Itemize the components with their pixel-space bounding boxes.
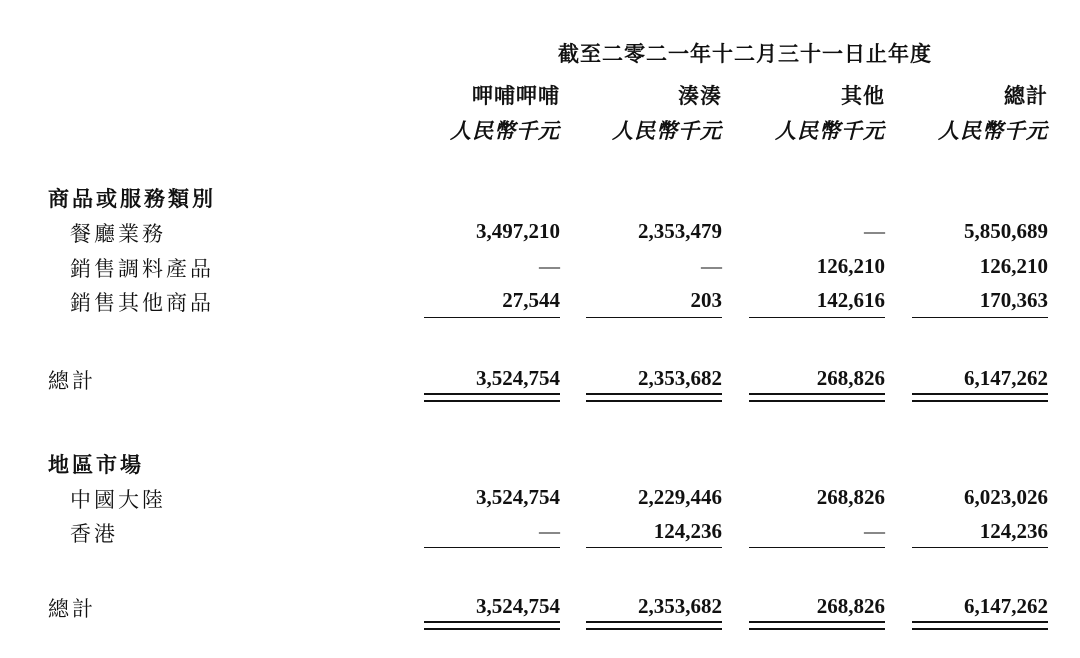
total-double-rule — [912, 393, 1048, 402]
row-label: 銷售其他商品 — [70, 291, 214, 315]
table-cell: 124,236 — [653, 519, 722, 543]
column-header-xiabuxiabu: 呷哺呷哺 — [472, 83, 560, 108]
total-cell: 3,524,754 — [476, 366, 560, 390]
total-cell: 6,147,262 — [964, 594, 1048, 618]
column-header-total: 總計 — [1004, 83, 1048, 108]
row-label: 銷售調料產品 — [70, 257, 214, 281]
subtotal-rule — [424, 317, 560, 318]
table-cell: 5,850,689 — [964, 219, 1048, 243]
total-cell: 268,826 — [816, 594, 885, 618]
total-double-rule — [424, 393, 560, 402]
subtotal-rule — [912, 317, 1048, 318]
total-cell: 3,524,754 — [476, 594, 560, 618]
column-header-others: 其他 — [841, 83, 885, 108]
table-cell: 126,210 — [816, 254, 885, 278]
table-cell: 126,210 — [979, 254, 1048, 278]
period-heading: 截至二零二一年十二月三十一日止年度 — [558, 41, 932, 66]
total-double-rule — [586, 393, 722, 402]
table-cell: 142,616 — [816, 288, 885, 312]
subtotal-rule — [424, 547, 560, 548]
total-label: 總計 — [48, 597, 96, 621]
table-cell: 170,363 — [979, 288, 1048, 312]
column-unit: 人民幣千元 — [612, 118, 722, 143]
total-cell: 268,826 — [816, 366, 885, 390]
subtotal-rule — [912, 547, 1048, 548]
total-cell: 2,353,682 — [638, 594, 722, 618]
table-cell: 3,524,754 — [476, 485, 560, 509]
column-unit: 人民幣千元 — [450, 118, 560, 143]
total-label: 總計 — [48, 369, 96, 393]
total-double-rule — [749, 621, 885, 630]
table-cell: — — [864, 219, 885, 243]
table-cell: 6,023,026 — [964, 485, 1048, 509]
total-double-rule — [912, 621, 1048, 630]
total-cell: 6,147,262 — [964, 366, 1048, 390]
table-cell: — — [539, 254, 560, 278]
table-cell: 268,826 — [816, 485, 885, 509]
column-header-coucou: 湊湊 — [678, 83, 722, 108]
total-double-rule — [586, 621, 722, 630]
subtotal-rule — [586, 547, 722, 548]
column-unit: 人民幣千元 — [938, 118, 1048, 143]
subtotal-rule — [749, 547, 885, 548]
table-cell: 3,497,210 — [476, 219, 560, 243]
table-cell: 27,544 — [502, 288, 560, 312]
row-label: 餐廳業務 — [70, 222, 166, 246]
total-double-rule — [749, 393, 885, 402]
table-cell: — — [539, 519, 560, 543]
section-title: 地區市場 — [48, 452, 144, 477]
total-cell: 2,353,682 — [638, 366, 722, 390]
row-label: 香港 — [70, 522, 118, 546]
total-double-rule — [424, 621, 560, 630]
column-unit: 人民幣千元 — [775, 118, 885, 143]
table-cell: 2,353,479 — [638, 219, 722, 243]
table-cell: 2,229,446 — [638, 485, 722, 509]
subtotal-rule — [749, 317, 885, 318]
section-title: 商品或服務類別 — [48, 186, 216, 211]
table-cell: — — [864, 519, 885, 543]
row-label: 中國大陸 — [70, 488, 166, 512]
table-cell: 203 — [690, 288, 722, 312]
subtotal-rule — [586, 317, 722, 318]
table-cell: — — [701, 254, 722, 278]
table-cell: 124,236 — [979, 519, 1048, 543]
